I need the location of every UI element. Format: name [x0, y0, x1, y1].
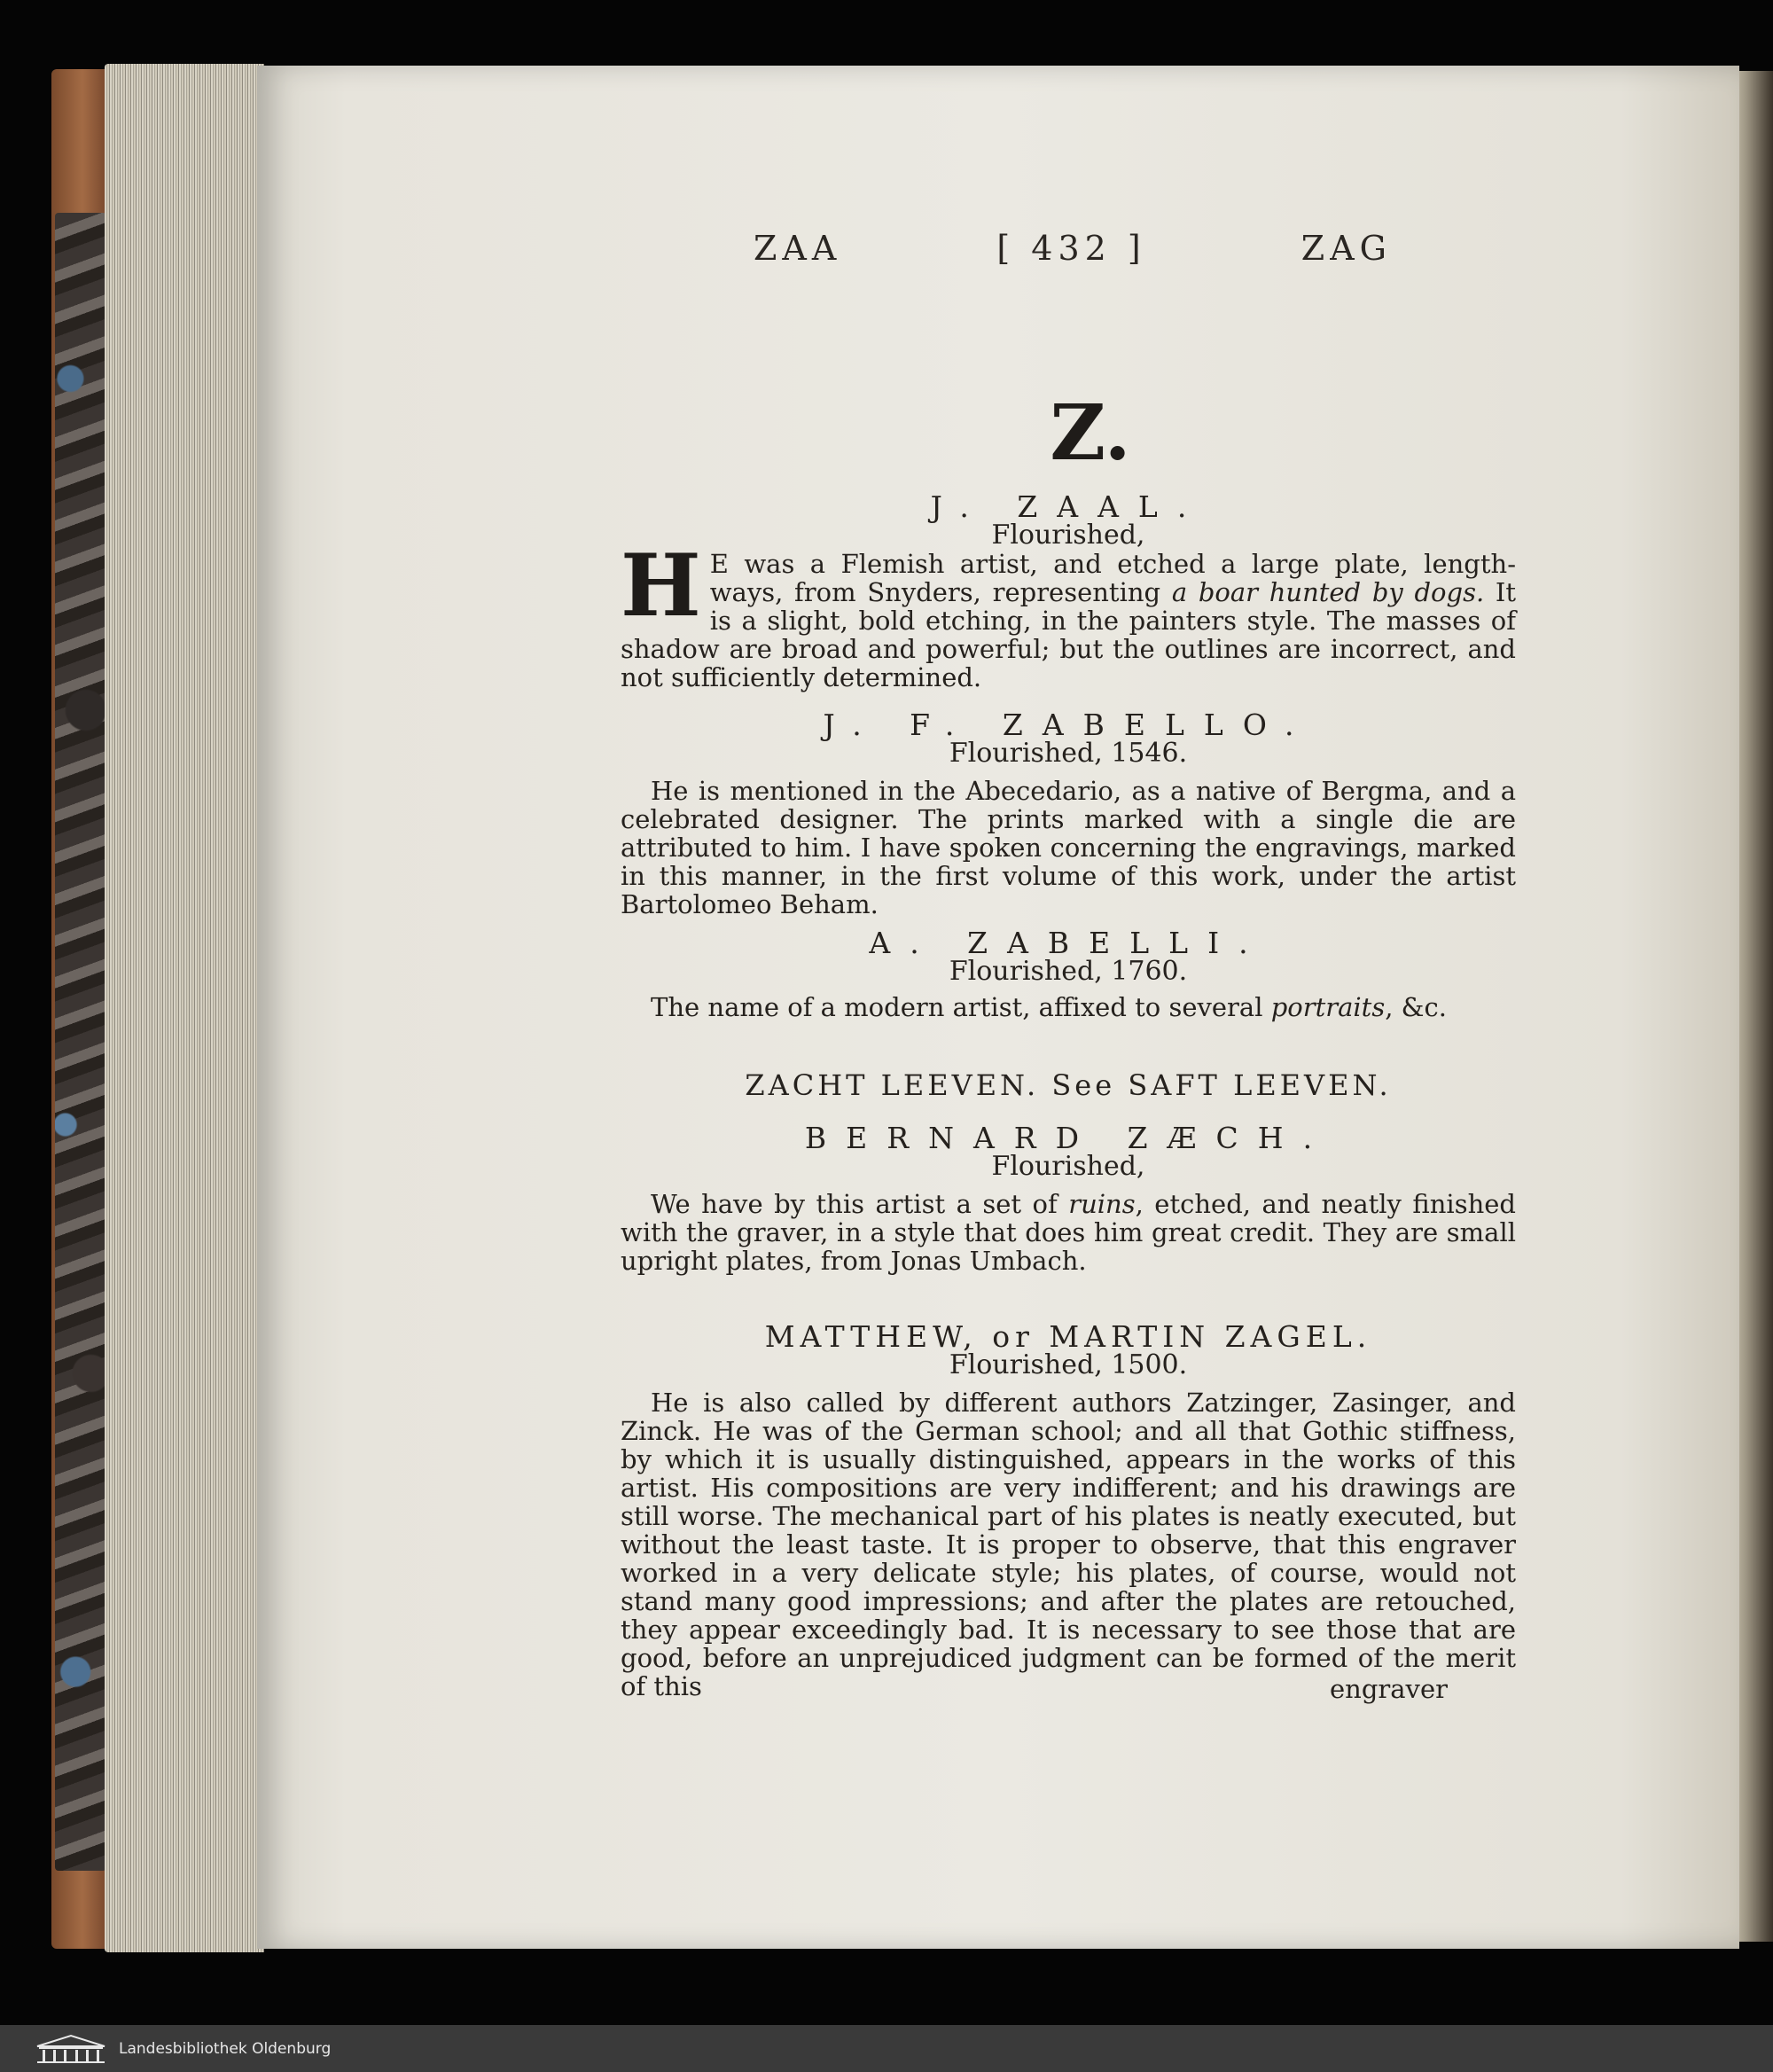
section-letter: Z. [1050, 388, 1131, 478]
entry-text: He is mentioned in the Abecedario, as a native of Bergma, and a celebrated designer. The prints marked with a single die are attributed to him. I have spoken concerning the engravings, marked in this manner, in the first volume of this work, under the artist Bartolomeo Beham. [621, 776, 1516, 919]
drop-cap: H [621, 536, 701, 636]
entry-zabello [621, 708, 1516, 919]
entry-zaech [621, 1121, 1516, 1276]
entry-name: MATTHEW, or MARTIN ZAGEL. [764, 1319, 1372, 1354]
page-number: [ 432 ] [996, 229, 1146, 268]
crossref-text: ZACHT LEEVEN. See SAFT LEEVEN. [745, 1068, 1392, 1102]
header-left: ZAA [754, 229, 842, 268]
marbled-endpaper [55, 213, 106, 1871]
entry-flourished: Flourished, [991, 1151, 1145, 1182]
entry-name: J. ZAAL. [930, 489, 1207, 524]
entry-flourished: Flourished, [991, 520, 1145, 551]
header-right: ZAG [1300, 229, 1392, 268]
footer-bar [0, 2025, 1773, 2072]
italic-title: portraits [1270, 992, 1386, 1022]
entry-zaal [621, 489, 1517, 692]
footer-label: Landesbibliothek Oldenburg [119, 2039, 332, 2058]
entry-name: A. ZABELLI. [869, 926, 1268, 960]
text-segment: , etched, and neatly finished with the graver, in a style that does him great credit. They are small upright plates, from Jonas Umbach. [621, 1189, 1516, 1276]
entry-zagel [621, 1319, 1516, 1701]
text-segment: The name of a modern artist, affixed to several [651, 992, 1271, 1022]
entry-name: J. F. ZABELLO. [823, 708, 1314, 742]
entry-flourished: Flourished, 1760. [949, 956, 1188, 987]
italic-title: a boar hunted by dogs. [1171, 577, 1485, 607]
text-segment: It is a slight, bold etching, in the painters style. The masses of shadow are broad and powerful; but the outlines are incorrect, and not sufficiently determined. [621, 577, 1517, 692]
entry-flourished: Flourished, 1500. [949, 1349, 1188, 1380]
entry-text [621, 536, 1517, 692]
text-segment: , &c. [1385, 992, 1447, 1022]
italic-title: ruins [1068, 1189, 1136, 1219]
catchword: engraver [1330, 1674, 1448, 1704]
entry-name: BERNARD ZÆCH. [804, 1121, 1332, 1155]
entry-text [621, 993, 1516, 1021]
text-segment: We have by this artist a set of [651, 1189, 1069, 1219]
crossref-zacht-leeven [621, 1068, 1516, 1102]
page-edges [105, 64, 264, 1952]
library-building-icon [35, 2034, 106, 2064]
entry-flourished: Flourished, 1546. [949, 738, 1188, 769]
entry-text [621, 1190, 1516, 1275]
running-header [754, 229, 1392, 268]
entry-zabelli [621, 926, 1516, 1022]
text-segment: E was a Flemish artist, and etched a large plate, length-ways, from Snyders, representing [709, 549, 1516, 607]
entry-text: He is also called by different authors Zatzinger, Zasinger, and Zinck. He was of the German school; and all that Gothic stiffness, by which it is usually distinguished, appears in the works of this artist. His compositions are very indifferent; and his drawings are still worse. The mechanical part of his plates is neatly executed, but without the least taste. It is proper to observe, that this engraver worked in a very delicate style; his plates, of course, would not stand many good impressions; and after the plates are retouched, they appear exceedingly bad. It is necessary to see those that are good, before an unprejudiced judgment can be formed of the merit of this [621, 1388, 1516, 1701]
